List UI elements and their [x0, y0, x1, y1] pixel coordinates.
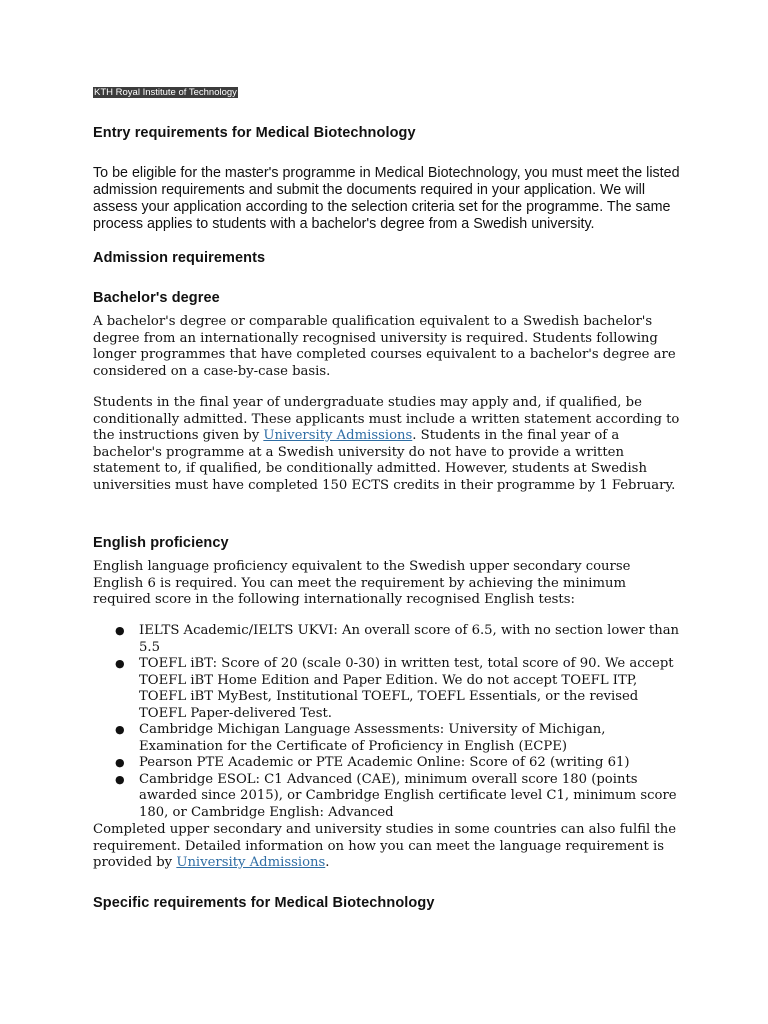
bachelor-paragraph-2: [93, 395, 683, 494]
list-item: [93, 623, 683, 656]
university-admissions-link[interactable]: University Admissions: [176, 855, 326, 870]
english-paragraph-2: [93, 822, 683, 872]
list-item: [93, 772, 683, 822]
bullet-icon: ●: [115, 723, 125, 736]
bullet-icon: ●: [115, 657, 125, 670]
bachelor-paragraph-1: A bachelor's degree or comparable qualification equivalent to a Swedish bachelor's degree from an internationally recognised university is required. Students following longer programmes that have completed courses equivalent to a bachelor's degree are considered on a case-by-case basis.: [93, 314, 676, 379]
list-item-text: Cambridge Michigan Language Assessments: University of Michigan, Examination for the Certificate of Proficiency in English (ECPE): [139, 722, 606, 754]
bachelor-heading: Bachelor's degree: [93, 290, 220, 306]
list-item-text: TOEFL iBT: Score of 20 (scale 0-30) in written test, total score of 90. We accept TOEFL iBT Home Edition and Paper Edition. We do not accept TOEFL ITP, TOEFL iBT MyBest, Institutional TOEFL, TOEFL Essentials, or the revised TOEFL Paper-delivered Test.: [139, 656, 674, 721]
university-admissions-link[interactable]: University Admissions: [263, 428, 413, 443]
bullet-icon: ●: [115, 772, 125, 786]
bachelor-p2-text: Students in the final year of undergraduate studies may apply and, if qualified, be conditionally admitted. These applicants must include a written statement according to the instructions given by: [93, 395, 680, 443]
list-item-text: Pearson PTE Academic or PTE Academic Online: Score of 62 (writing 61): [139, 755, 630, 770]
list-item: [93, 656, 683, 722]
admission-heading: Admission requirements: [93, 250, 266, 266]
english-p2-text-end: .: [325, 855, 330, 870]
list-item-text: Cambridge ESOL: C1 Advanced (CAE), minimum overall score 180 (points awarded since 2015), or Cambridge English certificate level C1, minimum score 180, or Cambridge English: Advanced: [139, 771, 677, 820]
list-item: [93, 722, 683, 755]
list-item: [93, 755, 683, 772]
bachelor-p2-text-end: . Students in the final year of a bachelor's programme at a Swedish university do not have to provide a written statement to, if qualified, be conditionally admitted. However, students at Swedish universities must have completed 150 ECTS credits in their programme by 1 February.: [93, 428, 676, 493]
intro-paragraph: To be eligible for the master's programme in Medical Biotechnology, you must meet the listed admission requirements and submit the documents required in your application. We will assess your application according to the selection criteria set for the programme. The same process applies to students with a bachelor's degree from a Swedish university.: [93, 165, 680, 232]
english-test-list: [93, 623, 683, 821]
list-item-text: IELTS Academic/IELTS UKVI: An overall score of 6.5, with no section lower than 5.5: [139, 623, 680, 655]
institution-tag: KTH Royal Institute of Technology: [94, 87, 237, 98]
bullet-icon: ●: [115, 624, 125, 637]
specific-requirements-heading: Specific requirements for Medical Biotechnology: [93, 895, 435, 911]
bullet-icon: ●: [115, 756, 125, 769]
english-heading: English proficiency: [93, 535, 229, 551]
page-title: Entry requirements for Medical Biotechnology: [93, 125, 416, 141]
english-paragraph-1: English language proficiency equivalent to the Swedish upper secondary course English 6 is required. You can meet the requirement by achieving the minimum required score in the following internationally recognised English tests:: [93, 559, 631, 607]
english-p2-text: Completed upper secondary and university studies in some countries can also fulfil the requirement. Detailed information on how you can meet the language requirement is provided by: [93, 822, 677, 870]
